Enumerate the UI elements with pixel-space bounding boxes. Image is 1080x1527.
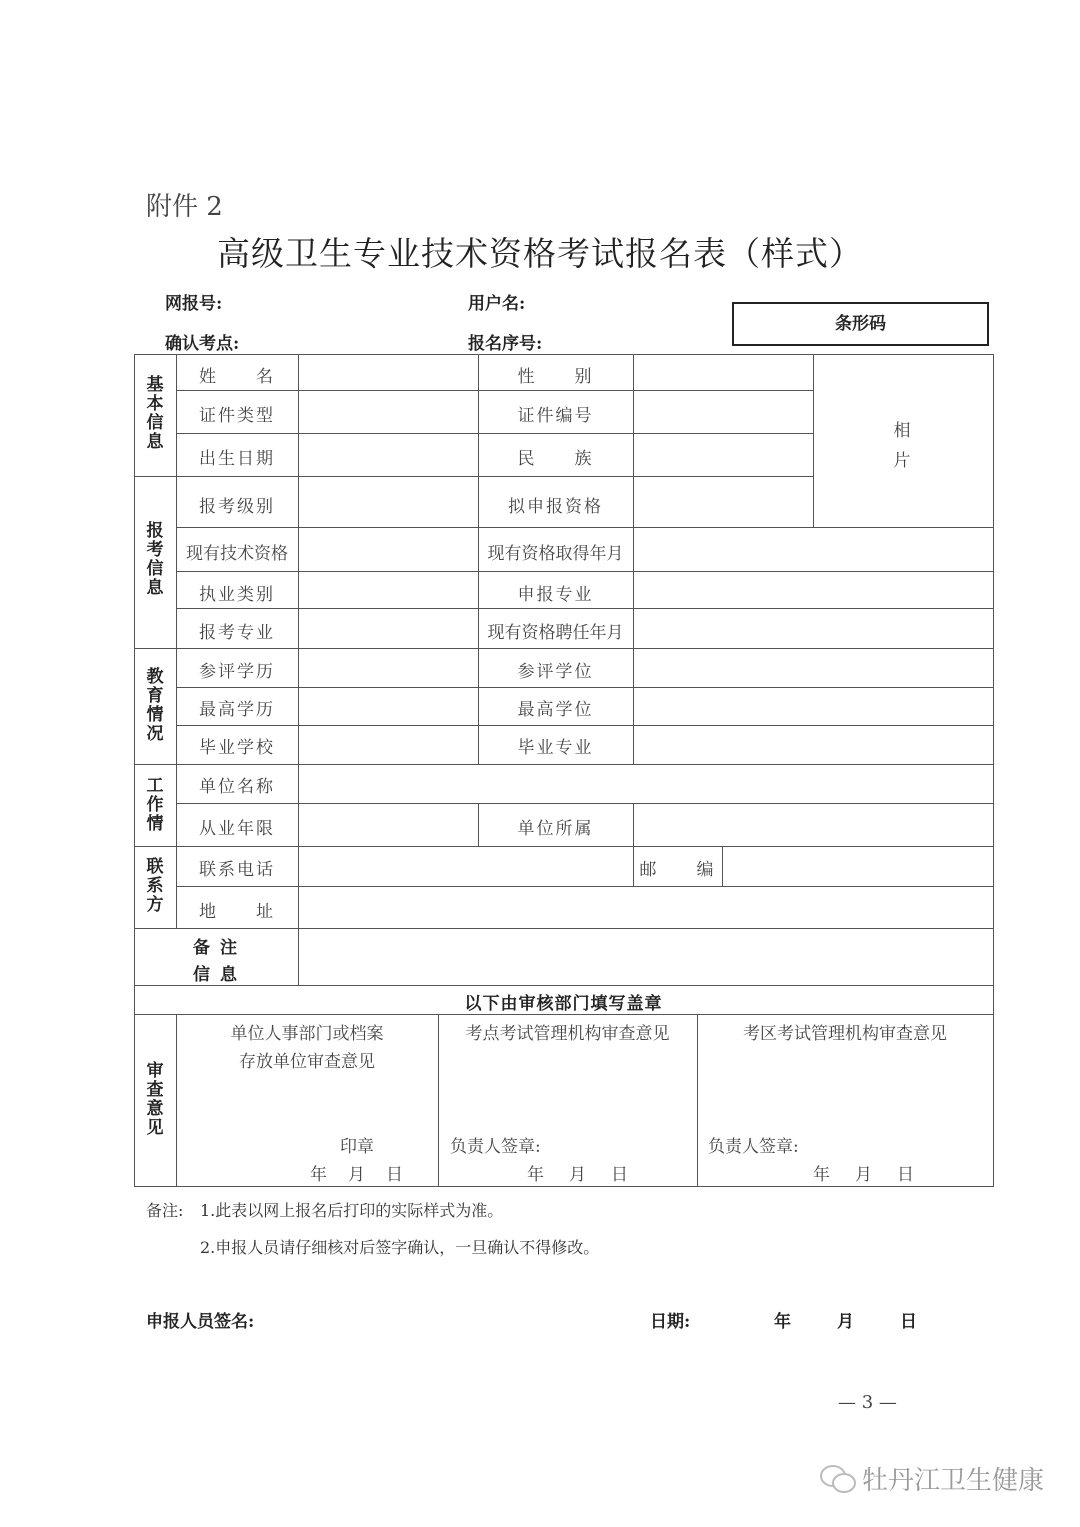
table-border-bottom: [134, 1186, 994, 1187]
row-line: [134, 764, 993, 765]
username-label: 用户名:: [468, 294, 526, 314]
review-col3-signer: 负责人签章:: [708, 1137, 799, 1157]
section-basic: 基 本 信 息: [146, 375, 164, 452]
label-phone: 联系电话: [199, 860, 275, 880]
note-1: 1.此表以网上报名后打印的实际样式为准。: [200, 1201, 504, 1220]
label-eval-edu: 参评学历: [199, 662, 275, 682]
review-col2-date: 年 月 日: [527, 1165, 632, 1185]
row-line: [176, 390, 813, 391]
watermark-text: 牡丹江卫生健康: [862, 1466, 1045, 1496]
reg-seq-label: 报名序号:: [468, 334, 543, 354]
net-no-label: 网报号:: [165, 294, 223, 314]
date-value: 年 月 日: [774, 1312, 921, 1332]
label-id-type: 证件类型: [199, 406, 275, 426]
label-gender: 性 别: [517, 367, 594, 387]
row-line: [176, 608, 993, 609]
photo-label-2: 片: [893, 451, 913, 471]
label-affiliation: 单位所属: [517, 819, 594, 839]
label-divider: [298, 354, 299, 985]
review-col3-title: 考区考试管理机构审查意见: [743, 1024, 947, 1044]
row-line: [134, 928, 993, 929]
review-banner: 以下由审核部门填写盖章: [464, 994, 663, 1014]
review-col1-date: 年 月 日: [310, 1165, 405, 1185]
wechat-icon: [820, 1465, 856, 1493]
row-line: [176, 527, 993, 528]
label-practice: 执业类别: [199, 585, 275, 605]
label-ethnic: 民 族: [517, 449, 594, 469]
section-edu: 教 育 情 况: [146, 667, 164, 744]
review-col2-signer: 负责人签章:: [450, 1137, 541, 1157]
row-line: [134, 648, 993, 649]
label-school: 毕业学校: [199, 738, 275, 758]
section-apply: 报 考 信 息: [146, 521, 164, 598]
watermark: [820, 1460, 1044, 1497]
row-line: [134, 476, 813, 477]
review-col1-seal: 印章: [340, 1137, 374, 1157]
remark-label-2: 信 息: [193, 965, 239, 985]
row-line: [134, 985, 993, 986]
annex-label: 附件 2: [146, 192, 223, 222]
barcode-box: 条形码: [732, 302, 989, 346]
label-level: 报考级别: [199, 497, 275, 517]
date-label: 日期:: [650, 1312, 691, 1332]
section-contact: 联 系 方: [146, 857, 164, 915]
label-intended: 拟申报资格: [508, 497, 603, 517]
note-2: 2.申报人员请仔细核对后签字确认，一旦确认不得修改。: [200, 1238, 600, 1257]
label-grad-major: 毕业专业: [517, 738, 594, 758]
label-postcode: 邮 编: [639, 860, 716, 880]
label-top-degree: 最高学位: [517, 700, 594, 720]
label-address: 地 址: [199, 902, 275, 922]
label-birth: 出生日期: [199, 449, 275, 469]
review-col3-date: 年 月 日: [813, 1165, 918, 1185]
row-line: [176, 433, 813, 434]
label-cur-qual: 现有技术资格: [186, 544, 288, 564]
row-line: [176, 803, 993, 804]
row-line: [176, 687, 993, 688]
table-border-right: [993, 354, 994, 1187]
label-id-no: 证件编号: [517, 406, 594, 426]
exam-site-label: 确认考点:: [165, 334, 240, 354]
label-name: 姓 名: [199, 367, 275, 387]
label-employer: 单位名称: [199, 777, 275, 797]
label-eval-degree: 参评学位: [517, 662, 594, 682]
postcode-divider: [722, 846, 723, 886]
photo-label-1: 相: [893, 421, 913, 441]
label-cur-hire-date: 现有资格聘任年月: [487, 623, 624, 643]
mid-divider: [633, 354, 634, 764]
table-border-top: [134, 354, 994, 355]
row-line: [134, 1014, 993, 1015]
label-cur-qual-date: 现有资格取得年月: [487, 544, 624, 564]
label-exam-major: 报考专业: [199, 623, 275, 643]
page-number: — 3 —: [838, 1392, 897, 1413]
label-top-edu: 最高学历: [199, 700, 275, 720]
form-title: 高级卫生专业技术资格考试报名表（样式）: [217, 234, 863, 273]
label-apply-major: 申报专业: [517, 585, 594, 605]
remark-label-1: 备 注: [193, 938, 239, 958]
row-line: [176, 571, 993, 572]
review-col1-title-2: 存放单位审查意见: [239, 1052, 375, 1072]
section-review: 审 查 意 见: [146, 1061, 164, 1138]
row-line: [176, 725, 993, 726]
row-line: [176, 886, 993, 887]
section-work: 工 作 情: [146, 776, 164, 834]
review-col2-title: 考点考试管理机构审查意见: [465, 1024, 670, 1044]
notes-label: 备注:: [146, 1201, 184, 1220]
row-line: [134, 846, 993, 847]
review-col1-title-1: 单位人事部门或档案: [230, 1024, 384, 1044]
label-years: 从业年限: [199, 819, 275, 839]
applicant-signature-label: 申报人员签名:: [146, 1312, 255, 1332]
